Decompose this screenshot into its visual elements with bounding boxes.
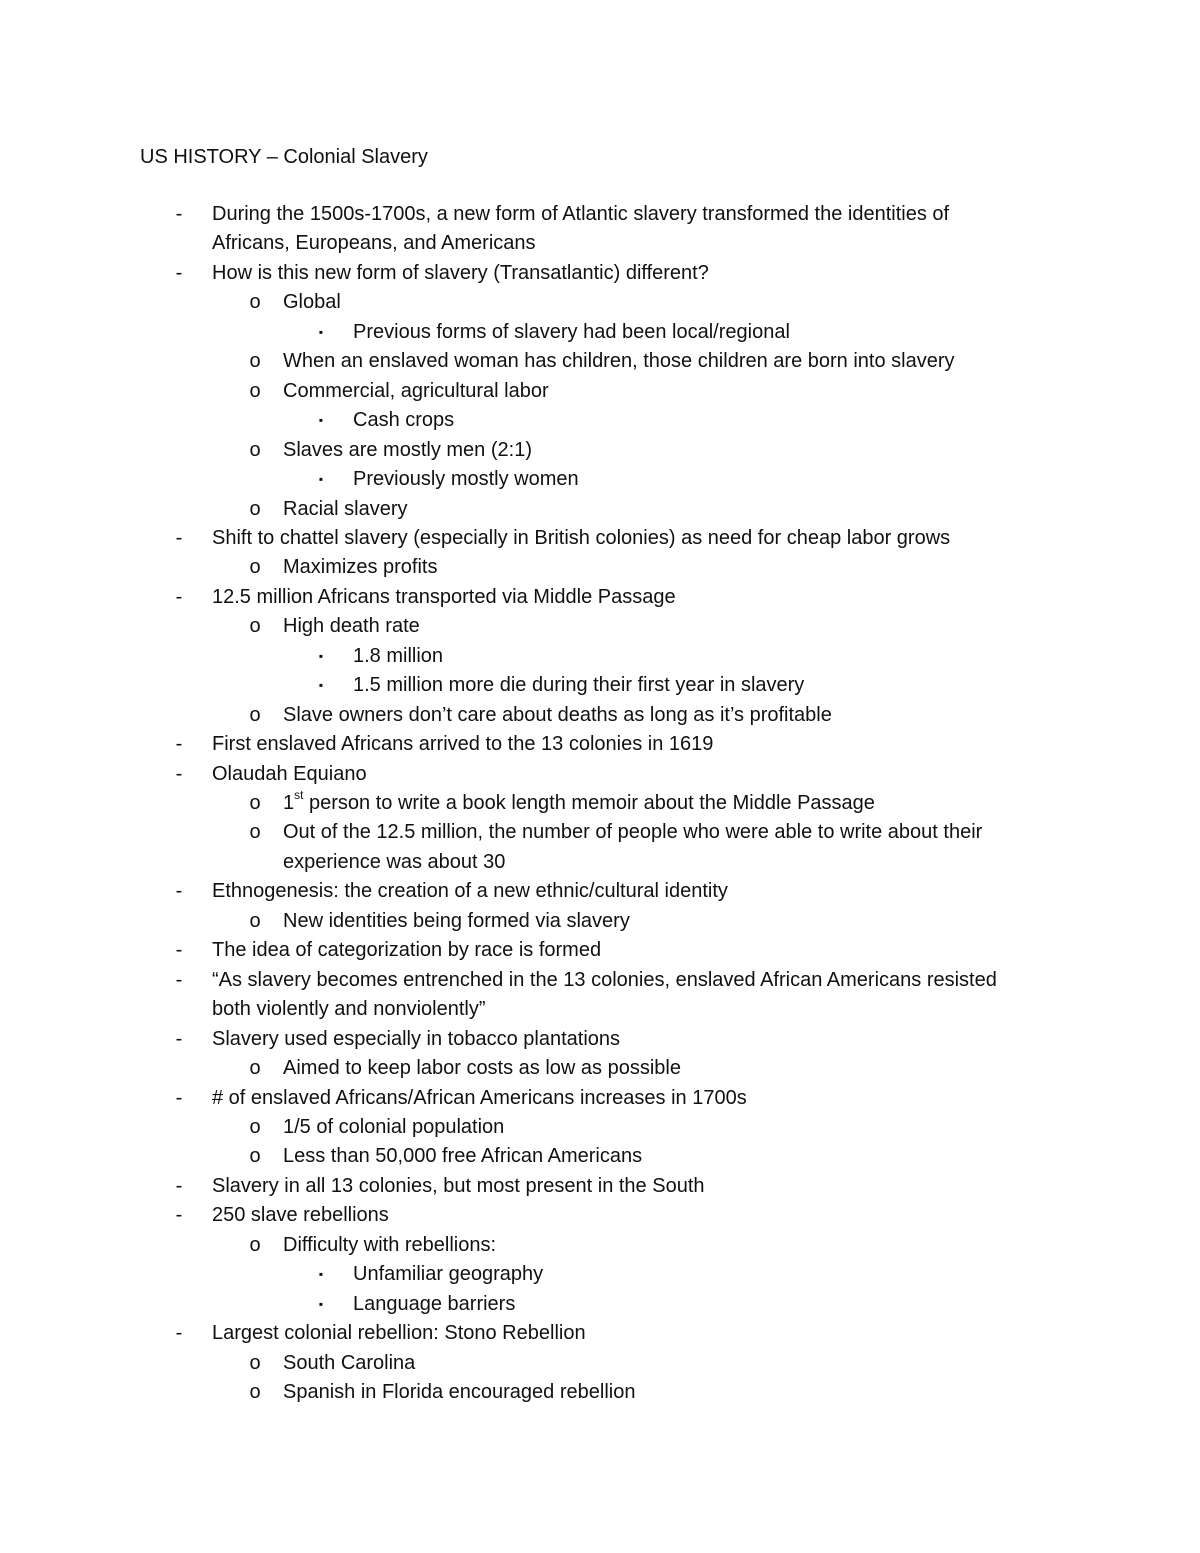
bullet-text: Africans, Europeans, and Americans xyxy=(212,232,536,255)
bullet-text: Commercial, agricultural labor xyxy=(283,379,549,402)
circle-bullet-icon: o xyxy=(249,1145,261,1168)
dash-marker: - xyxy=(175,733,183,756)
circle-bullet-icon: o xyxy=(249,703,261,726)
bullet-text: Unfamiliar geography xyxy=(353,1263,544,1286)
dash-marker: - xyxy=(175,1322,183,1345)
bullet-text: Out of the 12.5 million, the number of people who were able to write about their xyxy=(283,821,983,844)
circle-bullet-icon: o xyxy=(249,615,261,638)
bullet-text-part: person to write a book length memoir about the Middle Passage xyxy=(303,792,875,814)
bullet-text: Largest colonial rebellion: Stono Rebellion xyxy=(212,1322,586,1345)
bullet-text: Less than 50,000 free African Americans xyxy=(283,1145,643,1168)
bullet-text: Cash crops xyxy=(353,409,455,432)
dash-marker: - xyxy=(175,1027,183,1050)
bullet-text: 1.5 million more die during their first year in slavery xyxy=(353,674,805,697)
dash-marker: - xyxy=(175,968,183,991)
circle-bullet-icon: o xyxy=(249,792,261,814)
bullet-text: Language barriers xyxy=(353,1292,516,1315)
bullet-text: Aimed to keep labor costs as low as possible xyxy=(283,1057,681,1080)
bullet-text-part: 1 xyxy=(283,792,295,814)
bullet-text: High death rate xyxy=(283,615,420,638)
bullet-text: 1.8 million xyxy=(353,644,444,667)
circle-bullet-icon: o xyxy=(249,1057,261,1080)
bullet-text: Slavery in all 13 colonies, but most present in the South xyxy=(212,1174,705,1197)
circle-bullet-icon: o xyxy=(249,556,261,579)
dash-marker: - xyxy=(175,1086,183,1109)
dash-marker: - xyxy=(175,526,183,549)
circle-bullet-icon: o xyxy=(249,379,261,402)
bullet-text: Maximizes profits xyxy=(283,556,438,579)
bullet-text: Olaudah Equiano xyxy=(212,762,367,785)
dash-marker: - xyxy=(175,880,183,903)
bullet-text: 250 slave rebellions xyxy=(212,1204,389,1227)
ordinal-superscript: st xyxy=(294,788,304,803)
bullet-text: Previously mostly women xyxy=(353,468,579,491)
bullet-text: Spanish in Florida encouraged rebellion xyxy=(283,1381,636,1403)
bullet-text: Slaves are mostly men (2:1) xyxy=(283,438,532,461)
circle-bullet-icon: o xyxy=(249,1115,261,1138)
circle-bullet-icon: o xyxy=(249,350,261,373)
square-bullet-icon: ▪ xyxy=(318,413,324,428)
circle-bullet-icon: o xyxy=(249,821,261,844)
circle-bullet-icon: o xyxy=(249,291,261,314)
bullet-text: “As slavery becomes entrenched in the 13 colonies, enslaved African Americans resisted xyxy=(212,968,997,991)
bullet-text: 1/5 of colonial population xyxy=(283,1115,505,1138)
circle-bullet-icon: o xyxy=(249,1351,261,1374)
circle-bullet-icon: o xyxy=(249,1381,261,1403)
bullet-text: Slavery used especially in tobacco plantations xyxy=(212,1027,621,1050)
dash-marker: - xyxy=(175,203,183,225)
bullet-text: During the 1500s-1700s, a new form of Atlantic slavery transformed the identities of xyxy=(212,203,950,225)
bullet-text: experience was about 30 xyxy=(283,850,506,873)
bullet-text: The idea of categorization by race is formed xyxy=(212,939,602,962)
bullet-text: Global xyxy=(283,291,341,314)
bullet-text: Previous forms of slavery had been local/regional xyxy=(353,320,790,343)
bullet-text: both violently and nonviolently” xyxy=(212,998,486,1021)
bullet-text: Shift to chattel slavery (especially in British colonies) as need for cheap labor grows xyxy=(212,526,951,549)
circle-bullet-icon: o xyxy=(249,1233,261,1256)
dash-marker: - xyxy=(175,939,183,962)
bullet-text: When an enslaved woman has children, those children are born into slavery xyxy=(283,350,955,373)
square-bullet-icon: ▪ xyxy=(318,472,324,487)
bullet-text: Slave owners don’t care about deaths as long as it’s profitable xyxy=(283,703,832,726)
square-bullet-icon: ▪ xyxy=(318,678,324,693)
square-bullet-icon: ▪ xyxy=(318,1296,324,1311)
circle-bullet-icon: o xyxy=(249,438,261,461)
bullet-text: # of enslaved Africans/African Americans increases in 1700s xyxy=(212,1086,747,1109)
bullet-text: 12.5 million Africans transported via Middle Passage xyxy=(212,585,676,608)
dash-marker: - xyxy=(175,261,183,284)
dash-marker: - xyxy=(175,585,183,608)
dash-marker: - xyxy=(175,1204,183,1227)
square-bullet-icon: ▪ xyxy=(318,1267,324,1282)
bullet-text: Ethnogenesis: the creation of a new ethnic/cultural identity xyxy=(212,880,728,903)
bullet-text: South Carolina xyxy=(283,1351,416,1374)
square-bullet-icon: ▪ xyxy=(318,648,324,663)
circle-bullet-icon: o xyxy=(249,909,261,932)
dash-marker: - xyxy=(175,1174,183,1197)
bullet-text: How is this new form of slavery (Transatlantic) different? xyxy=(212,261,709,284)
bullet-text xyxy=(283,789,875,819)
circle-bullet-icon: o xyxy=(249,497,261,520)
bullet-text: Racial slavery xyxy=(283,497,408,520)
square-bullet-icon: ▪ xyxy=(318,324,324,339)
bullet-text: Difficulty with rebellions: xyxy=(283,1233,497,1256)
page-title: US HISTORY – Colonial Slavery xyxy=(140,146,428,168)
bullet-text: New identities being formed via slavery xyxy=(283,909,630,932)
dash-marker: - xyxy=(175,762,183,785)
bullet-text: First enslaved Africans arrived to the 13 colonies in 1619 xyxy=(212,733,714,756)
